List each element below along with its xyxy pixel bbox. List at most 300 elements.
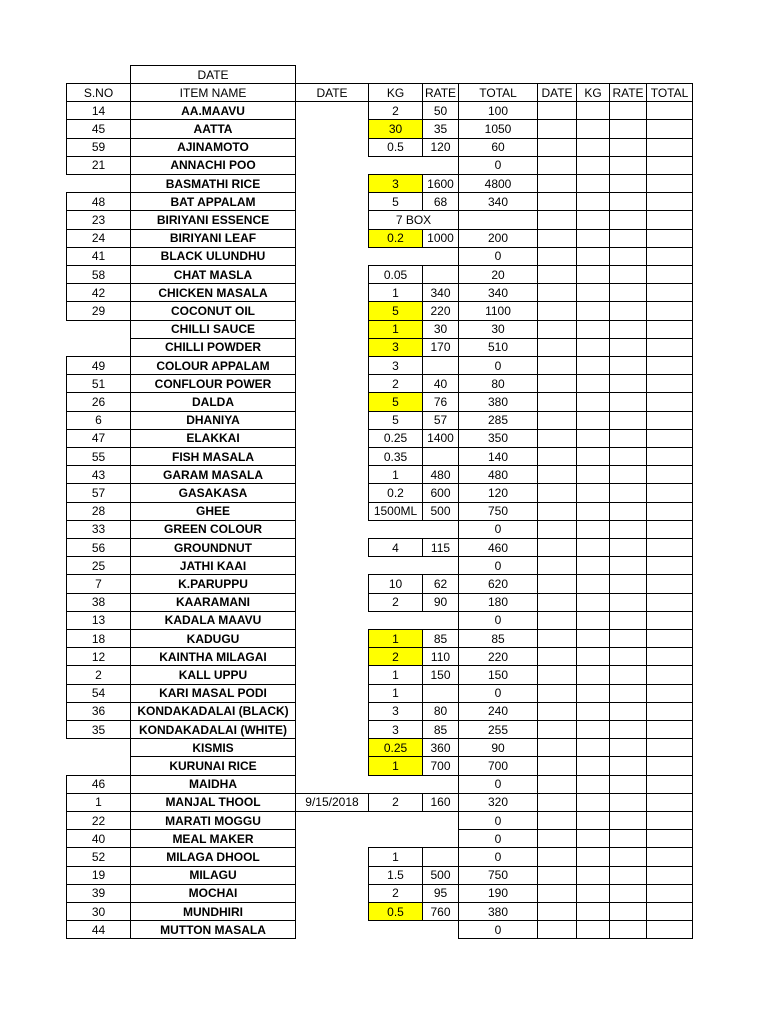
- cell-kg2: [576, 338, 610, 357]
- cell-rate: 90: [422, 593, 459, 612]
- cell-rate: [422, 447, 459, 466]
- cell-total: 0: [458, 611, 538, 630]
- cell-rate: 110: [422, 647, 459, 666]
- cell-kg: 1: [368, 847, 423, 866]
- cell-rate: 76: [422, 392, 459, 411]
- cell-rate2: [609, 556, 647, 575]
- cell-date: [295, 665, 369, 684]
- cell-date2: [537, 538, 577, 557]
- cell-total: 480: [458, 465, 538, 484]
- cell-rate: 500: [422, 866, 459, 885]
- cell-item-name: GARAM MASALA: [130, 465, 296, 484]
- cell-date: [295, 320, 369, 339]
- header-kg: KG: [368, 83, 423, 102]
- cell-date: [295, 447, 369, 466]
- cell-kg2: [576, 756, 610, 775]
- cell-rate2: [609, 156, 647, 175]
- cell-sno: 19: [66, 866, 131, 885]
- cell-rate: 40: [422, 374, 459, 393]
- cell-total: 285: [458, 411, 538, 430]
- cell-rate: 1600: [422, 174, 459, 193]
- cell-kg2: [576, 465, 610, 484]
- cell-kg2: [576, 320, 610, 339]
- header-date2: DATE: [537, 83, 577, 102]
- cell-total2: [646, 192, 693, 211]
- cell-date2: [537, 374, 577, 393]
- cell-date: [295, 611, 369, 630]
- cell-date2: [537, 520, 577, 539]
- cell-sno: 13: [66, 611, 131, 630]
- cell-kg2: [576, 593, 610, 612]
- cell-total: 340: [458, 283, 538, 302]
- cell-kg2: [576, 447, 610, 466]
- cell-item-name: COCONUT OIL: [130, 301, 296, 320]
- cell-total: 0: [458, 247, 538, 266]
- cell-total: 4800: [458, 174, 538, 193]
- cell-date2: [537, 320, 577, 339]
- cell-date: 9/15/2018: [295, 793, 369, 812]
- cell-rate: 30: [422, 320, 459, 339]
- cell-date2: [537, 101, 577, 120]
- cell-rate2: [609, 411, 647, 430]
- cell-total2: [646, 556, 693, 575]
- cell-rate2: [609, 356, 647, 375]
- cell-kg2: [576, 210, 610, 229]
- cell-rate2: [609, 301, 647, 320]
- cell-total2: [646, 665, 693, 684]
- cell-kg2: [576, 793, 610, 812]
- cell-rate: [422, 247, 459, 266]
- cell-total: 380: [458, 392, 538, 411]
- cell-rate2: [609, 847, 647, 866]
- cell-rate2: [609, 229, 647, 248]
- cell-item-name: JATHI KAAI: [130, 556, 296, 575]
- cell-kg: 10: [368, 574, 423, 593]
- cell-rate: [422, 684, 459, 703]
- cell-rate: 85: [422, 720, 459, 739]
- cell-kg: 5: [368, 192, 423, 211]
- cell-item-name: GROUNDNUT: [130, 538, 296, 557]
- cell-total: 350: [458, 429, 538, 448]
- cell-item-name: KAINTHA MILAGAI: [130, 647, 296, 666]
- cell-kg: [368, 611, 423, 630]
- cell-item-name: MARATI MOGGU: [130, 811, 296, 830]
- cell-sno: 47: [66, 429, 131, 448]
- cell-rate2: [609, 775, 647, 794]
- cell-sno: 59: [66, 138, 131, 157]
- cell-date: [295, 884, 369, 903]
- cell-date2: [537, 866, 577, 885]
- cell-sno: 39: [66, 884, 131, 903]
- cell-kg: 2: [368, 793, 423, 812]
- cell-total2: [646, 702, 693, 721]
- cell-date: [295, 720, 369, 739]
- cell-rate2: [609, 538, 647, 557]
- cell-item-name: DHANIYA: [130, 411, 296, 430]
- cell-kg: 1: [368, 756, 423, 775]
- cell-rate2: [609, 738, 647, 757]
- cell-total2: [646, 574, 693, 593]
- cell-item-name: COLOUR APPALAM: [130, 356, 296, 375]
- cell-rate2: [609, 811, 647, 830]
- cell-item-name: KALL UPPU: [130, 665, 296, 684]
- cell-total2: [646, 229, 693, 248]
- cell-total2: [646, 429, 693, 448]
- cell-total: 700: [458, 756, 538, 775]
- cell-date2: [537, 265, 577, 284]
- cell-item-name: CONFLOUR POWER: [130, 374, 296, 393]
- cell-kg2: [576, 665, 610, 684]
- cell-kg: 0.2: [368, 229, 423, 248]
- cell-rate: 1000: [422, 229, 459, 248]
- cell-item-name: MUTTON MASALA: [130, 920, 296, 939]
- cell-kg2: [576, 884, 610, 903]
- cell-total: 180: [458, 593, 538, 612]
- cell-total2: [646, 356, 693, 375]
- cell-date2: [537, 920, 577, 939]
- cell-total: 255: [458, 720, 538, 739]
- cell-rate2: [609, 902, 647, 921]
- cell-rate2: [609, 684, 647, 703]
- cell-date2: [537, 138, 577, 157]
- cell-item-name: MEAL MAKER: [130, 829, 296, 848]
- cell-kg: 0.25: [368, 738, 423, 757]
- cell-date: [295, 866, 369, 885]
- cell-kg: 3: [368, 720, 423, 739]
- cell-rate: [422, 156, 459, 175]
- cell-date2: [537, 738, 577, 757]
- cell-sno: 46: [66, 775, 131, 794]
- cell-rate: 700: [422, 756, 459, 775]
- cell-date: [295, 629, 369, 648]
- cell-item-name: DALDA: [130, 392, 296, 411]
- cell-sno: 6: [66, 411, 131, 430]
- cell-kg: [368, 556, 423, 575]
- cell-date2: [537, 593, 577, 612]
- cell-kg2: [576, 866, 610, 885]
- cell-date: [295, 829, 369, 848]
- cell-total: 380: [458, 902, 538, 921]
- cell-rate2: [609, 665, 647, 684]
- cell-kg: 1500ML: [368, 502, 423, 521]
- cell-item-name: AJINAMOTO: [130, 138, 296, 157]
- cell-total: 200: [458, 229, 538, 248]
- cell-total: 750: [458, 866, 538, 885]
- cell-rate: [422, 556, 459, 575]
- cell-kg2: [576, 538, 610, 557]
- cell-date2: [537, 156, 577, 175]
- cell-item-name: BIRIYANI LEAF: [130, 229, 296, 248]
- cell-rate2: [609, 884, 647, 903]
- cell-kg: 7 BOX: [368, 210, 459, 229]
- cell-date2: [537, 574, 577, 593]
- cell-rate: 150: [422, 665, 459, 684]
- cell-sno: 54: [66, 684, 131, 703]
- cell-kg: 1: [368, 629, 423, 648]
- cell-total2: [646, 392, 693, 411]
- cell-rate: 80: [422, 702, 459, 721]
- cell-rate: 220: [422, 301, 459, 320]
- cell-rate2: [609, 593, 647, 612]
- cell-rate: 62: [422, 574, 459, 593]
- cell-rate: 600: [422, 483, 459, 502]
- cell-total2: [646, 738, 693, 757]
- cell-kg: 0.5: [368, 902, 423, 921]
- cell-total2: [646, 465, 693, 484]
- cell-date: [295, 356, 369, 375]
- cell-date: [295, 684, 369, 703]
- cell-sno: 30: [66, 902, 131, 921]
- cell-rate: [422, 356, 459, 375]
- cell-date2: [537, 647, 577, 666]
- cell-date2: [537, 884, 577, 903]
- cell-rate: 50: [422, 101, 459, 120]
- cell-total2: [646, 720, 693, 739]
- cell-kg: 2: [368, 647, 423, 666]
- cell-total2: [646, 520, 693, 539]
- cell-item-name: CHICKEN MASALA: [130, 283, 296, 302]
- cell-total: 120: [458, 483, 538, 502]
- cell-total2: [646, 247, 693, 266]
- header-rate: RATE: [422, 83, 459, 102]
- cell-item-name: BIRIYANI ESSENCE: [130, 210, 296, 229]
- cell-rate2: [609, 374, 647, 393]
- cell-date: [295, 902, 369, 921]
- cell-total: 150: [458, 665, 538, 684]
- cell-total: 30: [458, 320, 538, 339]
- cell-sno: 48: [66, 192, 131, 211]
- cell-total: 0: [458, 556, 538, 575]
- cell-kg2: [576, 283, 610, 302]
- cell-kg: 3: [368, 702, 423, 721]
- cell-kg2: [576, 301, 610, 320]
- cell-sno: [66, 320, 131, 339]
- cell-date2: [537, 174, 577, 193]
- cell-kg: 1.5: [368, 866, 423, 885]
- cell-kg: 2: [368, 101, 423, 120]
- cell-date2: [537, 502, 577, 521]
- cell-date2: [537, 847, 577, 866]
- cell-kg: 1: [368, 684, 423, 703]
- cell-kg2: [576, 265, 610, 284]
- cell-date: [295, 192, 369, 211]
- cell-sno: 36: [66, 702, 131, 721]
- cell-total2: [646, 483, 693, 502]
- cell-total: 60: [458, 138, 538, 157]
- cell-sno: [66, 338, 131, 357]
- cell-rate2: [609, 392, 647, 411]
- cell-item-name: AATTA: [130, 119, 296, 138]
- cell-kg: 1: [368, 283, 423, 302]
- cell-total2: [646, 593, 693, 612]
- cell-kg2: [576, 629, 610, 648]
- cell-date2: [537, 465, 577, 484]
- cell-sno: 41: [66, 247, 131, 266]
- cell-item-name: KONDAKADALAI (WHITE): [130, 720, 296, 739]
- cell-total: 140: [458, 447, 538, 466]
- cell-total: 1100: [458, 301, 538, 320]
- cell-rate2: [609, 447, 647, 466]
- cell-rate: [422, 829, 459, 848]
- cell-kg: 3: [368, 356, 423, 375]
- cell-date: [295, 502, 369, 521]
- cell-rate: 160: [422, 793, 459, 812]
- cell-rate: 500: [422, 502, 459, 521]
- cell-date2: [537, 283, 577, 302]
- cell-item-name: MILAGA DHOOL: [130, 847, 296, 866]
- header-item: ITEM NAME: [130, 83, 296, 102]
- cell-date2: [537, 629, 577, 648]
- cell-total2: [646, 920, 693, 939]
- cell-date: [295, 465, 369, 484]
- cell-rate: 170: [422, 338, 459, 357]
- cell-kg2: [576, 611, 610, 630]
- cell-date2: [537, 902, 577, 921]
- cell-kg2: [576, 702, 610, 721]
- cell-total2: [646, 338, 693, 357]
- cell-total: 0: [458, 811, 538, 830]
- cell-sno: 44: [66, 920, 131, 939]
- cell-date2: [537, 665, 577, 684]
- cell-total: 0: [458, 356, 538, 375]
- cell-rate: [422, 920, 459, 939]
- cell-kg2: [576, 392, 610, 411]
- cell-item-name: KISMIS: [130, 738, 296, 757]
- cell-date2: [537, 192, 577, 211]
- cell-kg2: [576, 902, 610, 921]
- cell-date: [295, 574, 369, 593]
- cell-total2: [646, 101, 693, 120]
- cell-total2: [646, 902, 693, 921]
- cell-rate2: [609, 320, 647, 339]
- cell-kg2: [576, 101, 610, 120]
- cell-kg2: [576, 247, 610, 266]
- cell-item-name: MUNDHIRI: [130, 902, 296, 921]
- cell-date: [295, 283, 369, 302]
- cell-date2: [537, 793, 577, 812]
- cell-kg2: [576, 502, 610, 521]
- cell-item-name: MAIDHA: [130, 775, 296, 794]
- header-rate2: RATE: [609, 83, 647, 102]
- cell-date: [295, 174, 369, 193]
- cell-item-name: KURUNAI RICE: [130, 756, 296, 775]
- cell-date2: [537, 210, 577, 229]
- cell-date: [295, 301, 369, 320]
- cell-rate: 68: [422, 192, 459, 211]
- cell-total: 80: [458, 374, 538, 393]
- cell-date2: [537, 684, 577, 703]
- cell-total: 20: [458, 265, 538, 284]
- cell-kg2: [576, 647, 610, 666]
- cell-kg: [368, 829, 423, 848]
- cell-sno: 51: [66, 374, 131, 393]
- cell-item-name: GHEE: [130, 502, 296, 521]
- cell-date: [295, 156, 369, 175]
- cell-total2: [646, 374, 693, 393]
- cell-total2: [646, 538, 693, 557]
- cell-rate2: [609, 338, 647, 357]
- cell-kg2: [576, 429, 610, 448]
- cell-date: [295, 920, 369, 939]
- cell-kg: 1: [368, 665, 423, 684]
- cell-kg2: [576, 811, 610, 830]
- cell-total2: [646, 411, 693, 430]
- cell-date2: [537, 811, 577, 830]
- header-date: DATE: [295, 83, 369, 102]
- cell-rate2: [609, 829, 647, 848]
- cell-date2: [537, 775, 577, 794]
- cell-sno: 28: [66, 502, 131, 521]
- cell-total: 85: [458, 629, 538, 648]
- cell-total2: [646, 301, 693, 320]
- cell-kg2: [576, 483, 610, 502]
- cell-rate2: [609, 483, 647, 502]
- cell-rate2: [609, 720, 647, 739]
- cell-sno: 18: [66, 629, 131, 648]
- cell-kg: [368, 156, 423, 175]
- cell-rate: 360: [422, 738, 459, 757]
- cell-total: 510: [458, 338, 538, 357]
- cell-kg2: [576, 174, 610, 193]
- cell-total2: [646, 265, 693, 284]
- cell-total2: [646, 811, 693, 830]
- cell-date2: [537, 720, 577, 739]
- cell-total2: [646, 684, 693, 703]
- cell-total2: [646, 210, 693, 229]
- cell-kg: [368, 520, 423, 539]
- cell-kg: [368, 920, 423, 939]
- cell-total: 190: [458, 884, 538, 903]
- cell-rate2: [609, 502, 647, 521]
- cell-rate2: [609, 702, 647, 721]
- cell-date: [295, 411, 369, 430]
- cell-total2: [646, 502, 693, 521]
- cell-total2: [646, 138, 693, 157]
- cell-kg: [368, 811, 423, 830]
- cell-total2: [646, 793, 693, 812]
- cell-rate2: [609, 174, 647, 193]
- cell-kg: 3: [368, 338, 423, 357]
- cell-total: 90: [458, 738, 538, 757]
- cell-total2: [646, 647, 693, 666]
- cell-date2: [537, 829, 577, 848]
- cell-kg: 1: [368, 465, 423, 484]
- cell-total: 0: [458, 829, 538, 848]
- cell-rate2: [609, 793, 647, 812]
- cell-rate2: [609, 192, 647, 211]
- cell-kg: 0.35: [368, 447, 423, 466]
- cell-kg: 0.25: [368, 429, 423, 448]
- cell-total2: [646, 611, 693, 630]
- cell-item-name: AA.MAAVU: [130, 101, 296, 120]
- cell-rate: 57: [422, 411, 459, 430]
- cell-item-name: ELAKKAI: [130, 429, 296, 448]
- cell-total: 0: [458, 847, 538, 866]
- cell-rate: 1400: [422, 429, 459, 448]
- cell-rate: [422, 520, 459, 539]
- cell-rate2: [609, 138, 647, 157]
- cell-rate: 120: [422, 138, 459, 157]
- cell-sno: 52: [66, 847, 131, 866]
- cell-date2: [537, 702, 577, 721]
- cell-rate: 95: [422, 884, 459, 903]
- cell-total: 1050: [458, 119, 538, 138]
- cell-rate: 760: [422, 902, 459, 921]
- cell-total: 0: [458, 684, 538, 703]
- cell-rate2: [609, 429, 647, 448]
- cell-kg: 2: [368, 884, 423, 903]
- cell-total2: [646, 866, 693, 885]
